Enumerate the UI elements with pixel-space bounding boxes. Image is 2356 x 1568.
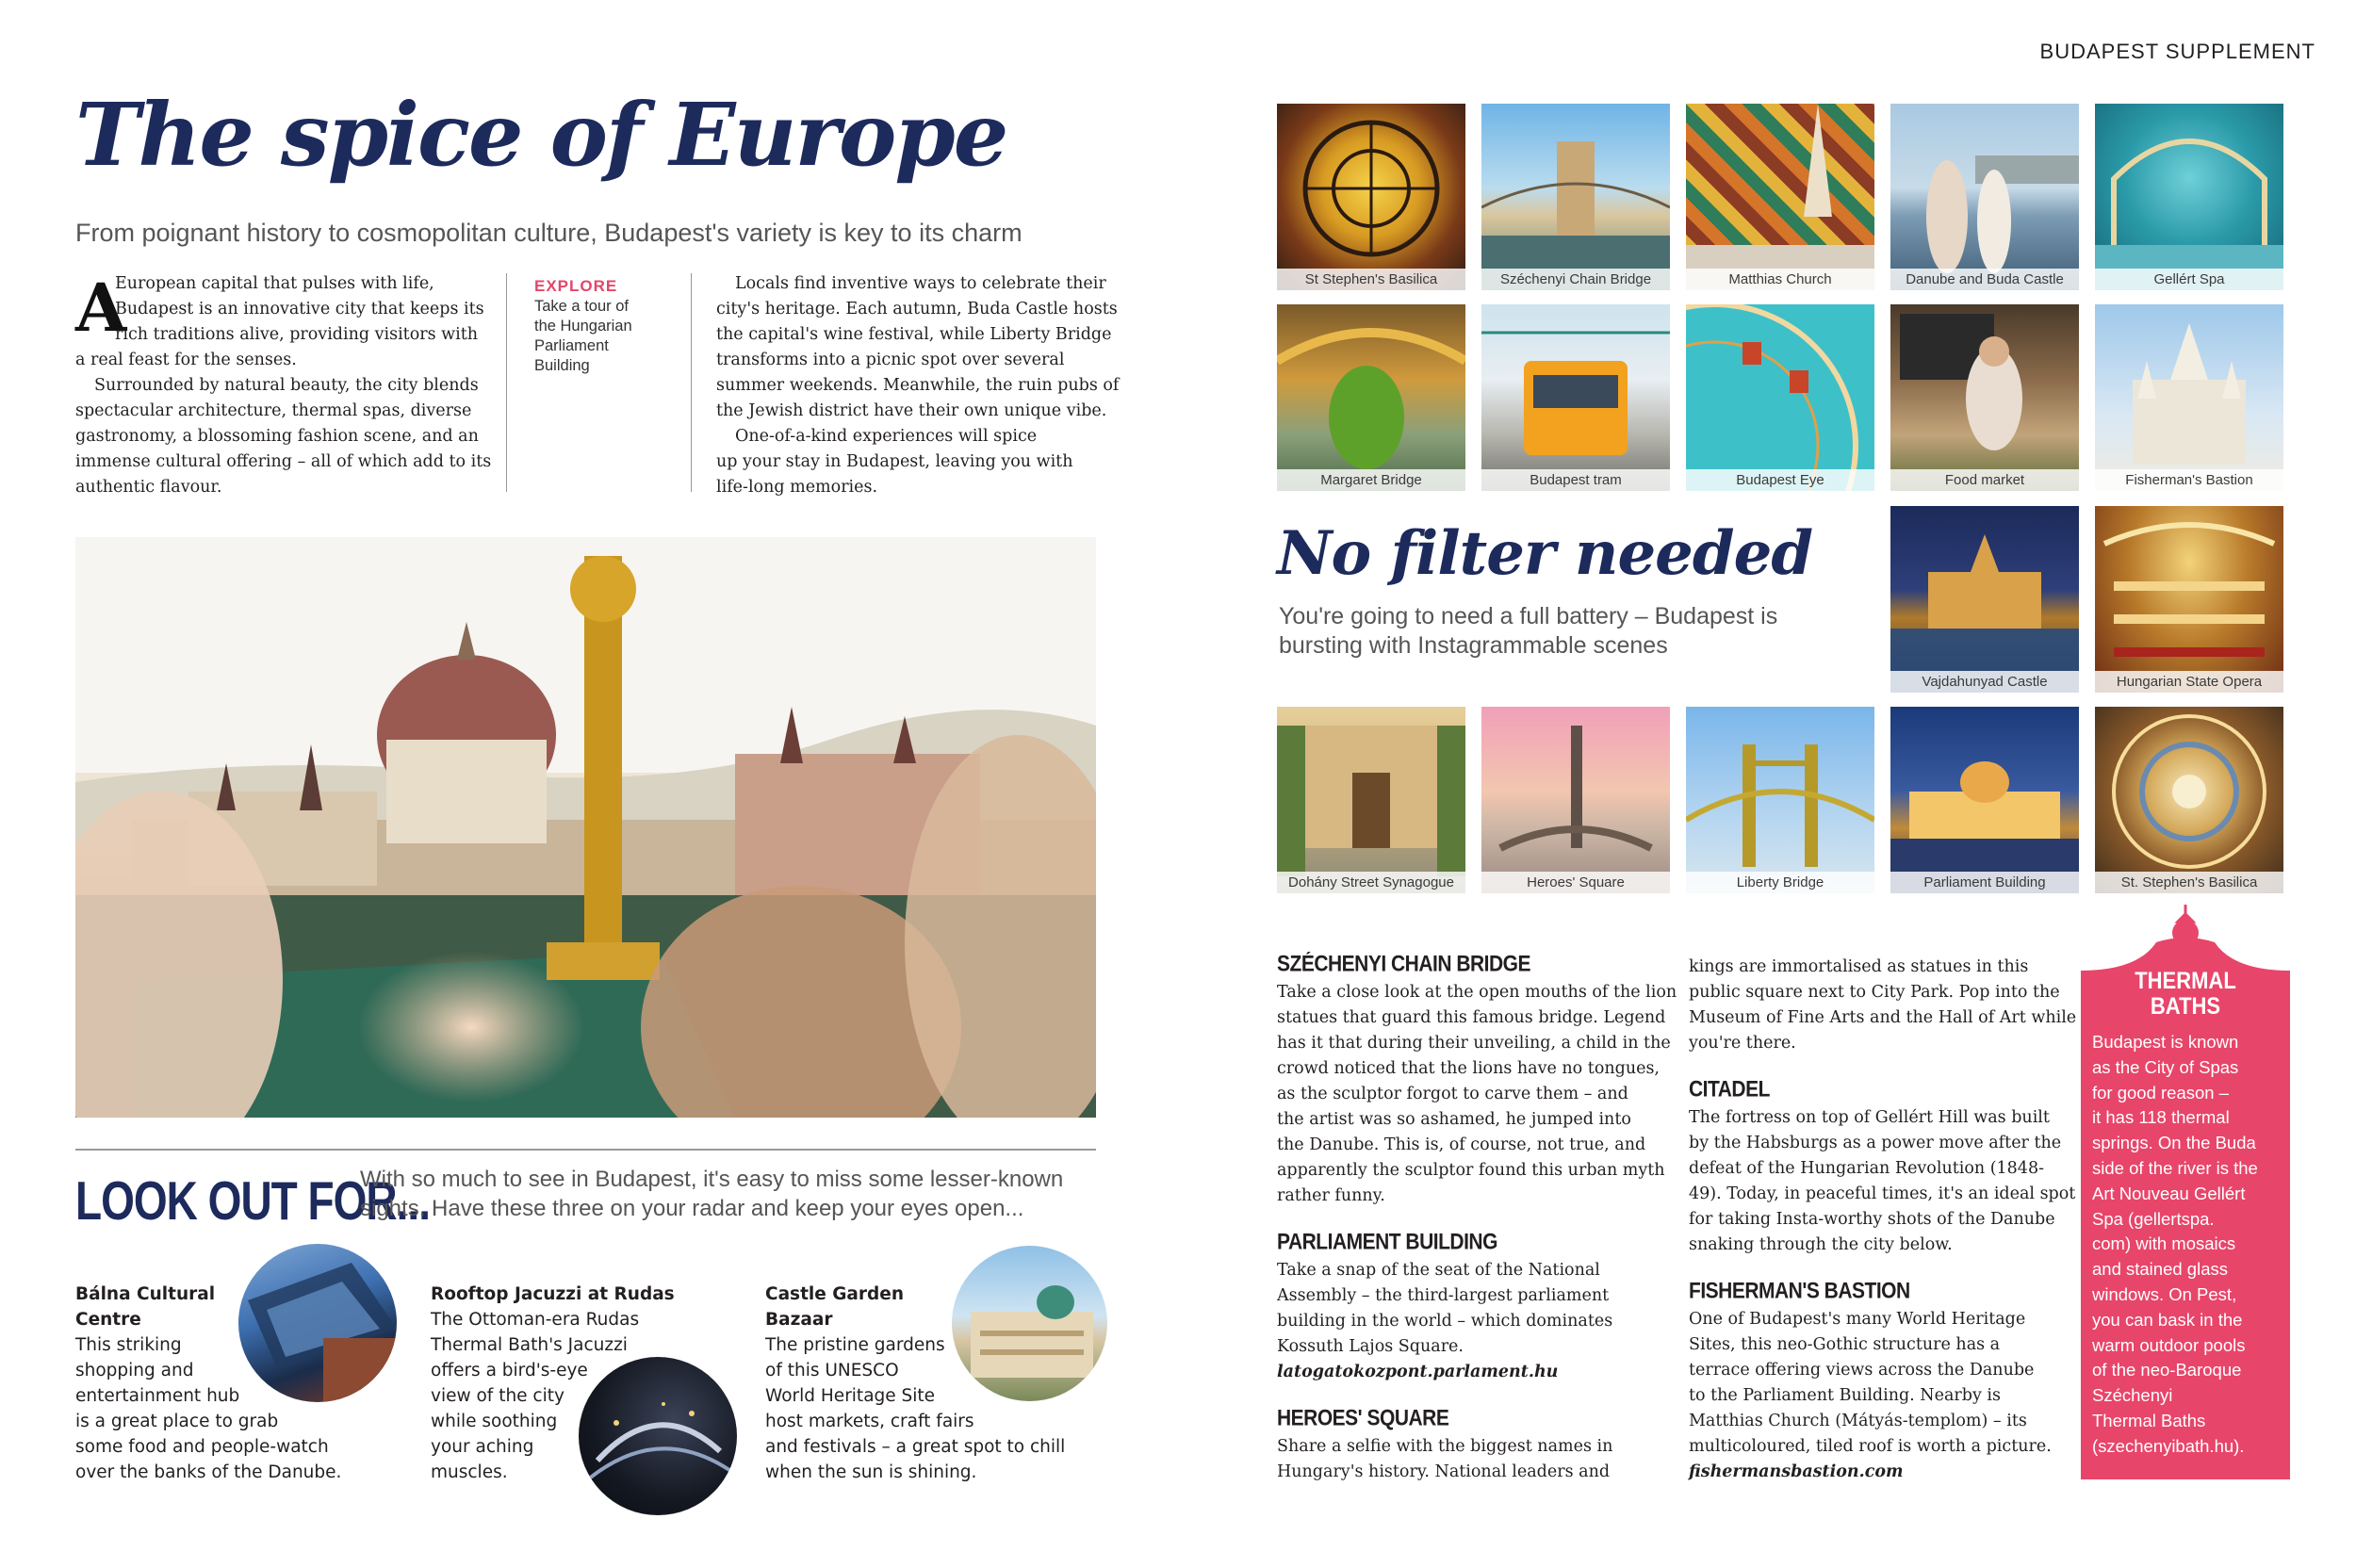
photo-tile	[2095, 506, 2283, 693]
photo-caption: Széchenyi Chain Bridge	[1481, 269, 1670, 290]
photo-tile	[1481, 104, 1670, 290]
section-subtitle-line: You're going to need a full battery – Budapest is	[1279, 603, 1778, 629]
section-subtitle-line: bursting with Instagrammable scenes	[1279, 632, 1668, 659]
sight-line: public square next to City Park. Pop into the	[1689, 983, 2060, 1002]
sight-line: statues that guard this famous bridge. Legend	[1277, 1008, 1666, 1027]
sight-line: Sites, this neo-Gothic structure has a	[1689, 1335, 2001, 1354]
sight-heading: HEROES' SQUARE	[1277, 1406, 1449, 1431]
thermal-line: Spa (gellertspa.	[2092, 1208, 2215, 1229]
thermal-line: of the neo-Baroque	[2092, 1360, 2242, 1380]
lookout-item-line: entertainment hub	[75, 1386, 240, 1406]
photo-tile	[1686, 304, 1874, 491]
locals-line: summer weekends. Meanwhile, the ruin pubs of	[716, 376, 1120, 395]
sight-line: Museum of Fine Arts and the Hall of Art while	[1689, 1008, 2077, 1027]
fishermans-bastion-link[interactable]: fishermansbastion.com	[1689, 1462, 1904, 1481]
intro-line: European capital that pulses with life,	[115, 274, 434, 293]
page-title: The spice of Europe	[75, 84, 1007, 186]
column-divider	[691, 273, 692, 492]
photo-caption: Budapest tram	[1481, 469, 1670, 491]
thermal-line: and stained glass	[2092, 1259, 2228, 1280]
lookout-intro-line: sights. Have these three on your radar and keep your eyes open...	[360, 1196, 1024, 1221]
photo-caption: Budapest Eye	[1686, 469, 1874, 491]
photo-caption: Hungarian State Opera	[2095, 671, 2283, 693]
lookout-title: LOOK OUT FOR...	[75, 1169, 430, 1232]
page-subtitle: From poignant history to cosmopolitan culture, Budapest's variety is key to its charm	[75, 219, 1023, 247]
locals-line: transforms into a picnic spot over several	[716, 351, 1065, 369]
photo-tile	[1686, 104, 1874, 290]
intro-line: Surrounded by natural beauty, the city blends	[94, 376, 479, 395]
sight-line: 49). Today, in peaceful times, it's an ideal spot	[1689, 1184, 2076, 1203]
supplement-header: BUDAPEST SUPPLEMENT	[2039, 40, 2315, 63]
sight-line: for taking Insta-worthy shots of the Danube	[1689, 1210, 2055, 1229]
explore-box	[534, 276, 685, 376]
thermal-line: (szechenyibath.hu).	[2092, 1435, 2245, 1456]
thermal-line: side of the river is the	[2092, 1157, 2258, 1178]
lookout-item-line: some food and people-watch	[75, 1437, 329, 1457]
sight-line: the Danube. This is, of course, not true, and	[1277, 1135, 1646, 1154]
lookout-item-title: Centre	[75, 1310, 141, 1330]
thermal-line: Széchenyi	[2092, 1385, 2173, 1406]
sight-line: has it that during their unveiling, a child in the	[1277, 1034, 1671, 1053]
sight-line: kings are immortalised as statues in this	[1689, 957, 2029, 976]
sight-line: Assembly – the third-largest parliament	[1277, 1286, 1610, 1305]
lookout-item-line: host markets, craft fairs	[765, 1412, 974, 1431]
lookout-item-line: of this UNESCO	[765, 1361, 899, 1380]
intro-line: gastronomy, a blossoming fashion scene, and an	[75, 427, 479, 446]
lookout-item-title: Bálna Cultural	[75, 1284, 216, 1304]
sight-line: terrace offering views across the Danube	[1689, 1361, 2035, 1380]
photo-tile	[1481, 304, 1670, 491]
lookout-item-title: Rooftop Jacuzzi at Rudas	[431, 1284, 675, 1304]
locals-line: the Jewish district have their own unique vibe.	[716, 401, 1107, 420]
lookout-item-line: your aching	[431, 1437, 534, 1457]
sight-line: The fortress on top of Gellért Hill was built	[1689, 1108, 2050, 1127]
lookout-item-line: The Ottoman-era Rudas	[431, 1310, 640, 1330]
column-divider	[506, 273, 507, 492]
sight-line: Take a snap of the seat of the National	[1277, 1261, 1600, 1280]
photo-tile	[1890, 304, 2079, 491]
intro-line: immense cultural offering – all of which add to its	[75, 452, 492, 471]
lookout-item-line: Thermal Bath's Jacuzzi	[431, 1335, 628, 1355]
sight-line: One of Budapest's many World Heritage	[1689, 1310, 2026, 1329]
hero-illustration	[75, 537, 1096, 1118]
lookout-item-line: This striking	[75, 1335, 182, 1355]
photo-tile	[1481, 707, 1670, 893]
hero-photo	[75, 537, 1096, 1118]
locals-line: up your stay in Budapest, leaving you with	[716, 452, 1073, 471]
photo-tile	[1277, 304, 1465, 491]
explore-label: EXPLORE	[534, 277, 618, 295]
sight-line: Share a selfie with the biggest names in	[1277, 1437, 1613, 1456]
sight-line: by the Habsburgs as a power move after the	[1689, 1134, 2062, 1152]
section-rule	[75, 1149, 1096, 1151]
explore-line: Building	[534, 357, 590, 374]
sight-line: apparently the sculptor found this urban myth	[1277, 1161, 1665, 1180]
photo-tile	[1890, 707, 2079, 893]
thermal-line: as the City of Spas	[2092, 1056, 2239, 1077]
balna-photo	[238, 1244, 397, 1402]
explore-line: the Hungarian	[534, 318, 632, 335]
photo-caption: Matthias Church	[1686, 269, 1874, 290]
sight-line: rather funny.	[1277, 1186, 1385, 1205]
thermal-title-line: THERMAL	[2135, 967, 2236, 994]
intro-line: spectacular architecture, thermal spas, diverse	[75, 401, 472, 420]
sight-heading: FISHERMAN'S BASTION	[1689, 1279, 1910, 1304]
thermal-line: it has 118 thermal	[2092, 1107, 2230, 1128]
photo-tile	[1890, 506, 2079, 693]
thermal-text	[2092, 1030, 2286, 1460]
thermal-line: you can bask in the	[2092, 1309, 2243, 1330]
sight-line: Take a close look at the open mouths of the lion	[1277, 983, 1677, 1002]
photo-caption: Liberty Bridge	[1686, 872, 1874, 893]
locals-line: city's heritage. Each autumn, Buda Castle hosts	[716, 300, 1118, 318]
photo-tile	[2095, 104, 2283, 290]
lookout-intro-line: With so much to see in Budapest, it's easy to miss some lesser-known	[360, 1167, 1064, 1192]
sight-line: the artist was so ashamed, he jumped into	[1277, 1110, 1631, 1129]
castle-garden-photo	[952, 1246, 1107, 1401]
lookout-item-line: and festivals – a great spot to chill	[765, 1437, 1066, 1457]
photo-tile	[2095, 304, 2283, 491]
lookout-item-line: World Heritage Site	[765, 1386, 936, 1406]
lookout-item-line: view of the city	[431, 1386, 564, 1406]
lookout-item-line: while soothing	[431, 1412, 558, 1431]
thermal-line: springs. On the Buda	[2092, 1133, 2256, 1153]
sight-heading: SZÉCHENYI CHAIN BRIDGE	[1277, 952, 1531, 977]
photo-tile	[1277, 707, 1465, 893]
section-title-no-filter: No filter needed	[1277, 518, 1813, 589]
photo-caption: Heroes' Square	[1481, 872, 1670, 893]
thermal-line: Budapest is known	[2092, 1032, 2239, 1052]
thermal-line: Thermal Baths	[2092, 1410, 2206, 1430]
lookout-item-line: when the sun is shining.	[765, 1462, 977, 1482]
sight-heading: CITADEL	[1689, 1077, 1770, 1102]
photo-tile	[1277, 104, 1465, 290]
sight-line: Matthias Church (Mátyás-templom) – its	[1689, 1412, 2027, 1430]
photo-caption: Gellért Spa	[2095, 269, 2283, 290]
locals-line: Locals find inventive ways to celebrate their	[735, 274, 1106, 293]
photo-caption: St Stephen's Basilica	[1277, 269, 1465, 290]
thermal-line: for good reason –	[2092, 1082, 2230, 1102]
locals-line: life-long memories.	[716, 478, 878, 497]
thermal-line: Art Nouveau Gellért	[2092, 1183, 2246, 1203]
photo-tile	[2095, 707, 2283, 893]
intro-line: Budapest is an innovative city that keeps its	[115, 300, 484, 318]
lookout-item-title: Castle Garden	[765, 1284, 904, 1304]
photo-caption: Food market	[1890, 469, 2079, 491]
thermal-title-line: BATHS	[2150, 992, 2221, 1020]
thermal-line: warm outdoor pools	[2092, 1334, 2246, 1355]
sight-line: building in the world – which dominates	[1277, 1312, 1613, 1331]
intro-line: rich traditions alive, providing visitors with	[115, 325, 479, 344]
photo-caption: Vajdahunyad Castle	[1890, 671, 2079, 693]
rudas-photo	[579, 1357, 737, 1515]
sight-line: you're there.	[1689, 1034, 1796, 1053]
sight-line: Hungary's history. National leaders and	[1277, 1462, 1611, 1481]
thermal-line: windows. On Pest,	[2092, 1283, 2237, 1304]
drop-cap: A	[75, 269, 127, 347]
sight-line: snaking through the city below.	[1689, 1235, 1953, 1254]
locals-line: One-of-a-kind experiences will spice	[735, 427, 1038, 446]
photo-caption: St. Stephen's Basilica	[2095, 872, 2283, 893]
sight-line: Kossuth Lajos Square.	[1277, 1337, 1464, 1356]
locals-line: the capital's wine festival, while Liberty Bridge	[716, 325, 1112, 344]
lookout-item-line: shopping and	[75, 1361, 194, 1380]
sight-line: defeat of the Hungarian Revolution (1848-	[1689, 1159, 2044, 1178]
photo-caption: Margaret Bridge	[1277, 469, 1465, 491]
explore-line: Take a tour of	[534, 298, 629, 315]
lookout-item-title: Bazaar	[765, 1310, 833, 1330]
sight-line: as the sculptor forgot to carve them – and	[1277, 1085, 1628, 1103]
lookout-item-line: offers a bird's-eye	[431, 1361, 588, 1380]
photo-caption: Danube and Buda Castle	[1890, 269, 2079, 290]
intro-line: a real feast for the senses.	[75, 351, 297, 369]
lookout-item-line: is a great place to grab	[75, 1412, 279, 1431]
intro-line: authentic flavour.	[75, 478, 222, 497]
thermal-line: com) with mosaics	[2092, 1233, 2236, 1254]
parliament-website-link[interactable]: latogatokozpont.parlament.hu	[1277, 1363, 1559, 1381]
photo-caption: Dohány Street Synagogue	[1277, 872, 1465, 893]
photo-tile	[1890, 104, 2079, 290]
lookout-item-line: over the banks of the Danube.	[75, 1462, 342, 1482]
sight-line: to the Parliament Building. Nearby is	[1689, 1386, 2002, 1405]
photo-tile	[1686, 707, 1874, 893]
lookout-item-line: The pristine gardens	[765, 1335, 945, 1355]
photo-caption: Fisherman's Bastion	[2095, 469, 2283, 491]
lookout-item-line: muscles.	[431, 1462, 508, 1482]
explore-line: Parliament	[534, 337, 609, 354]
photo-caption: Parliament Building	[1890, 872, 2079, 893]
sight-line: crowd noticed that the lions have no tongues,	[1277, 1059, 1660, 1078]
thermal-baths-box	[2081, 905, 2290, 1479]
sight-heading: PARLIAMENT BUILDING	[1277, 1230, 1497, 1255]
sight-line: multicoloured, tiled roof is worth a picture.	[1689, 1437, 2052, 1456]
